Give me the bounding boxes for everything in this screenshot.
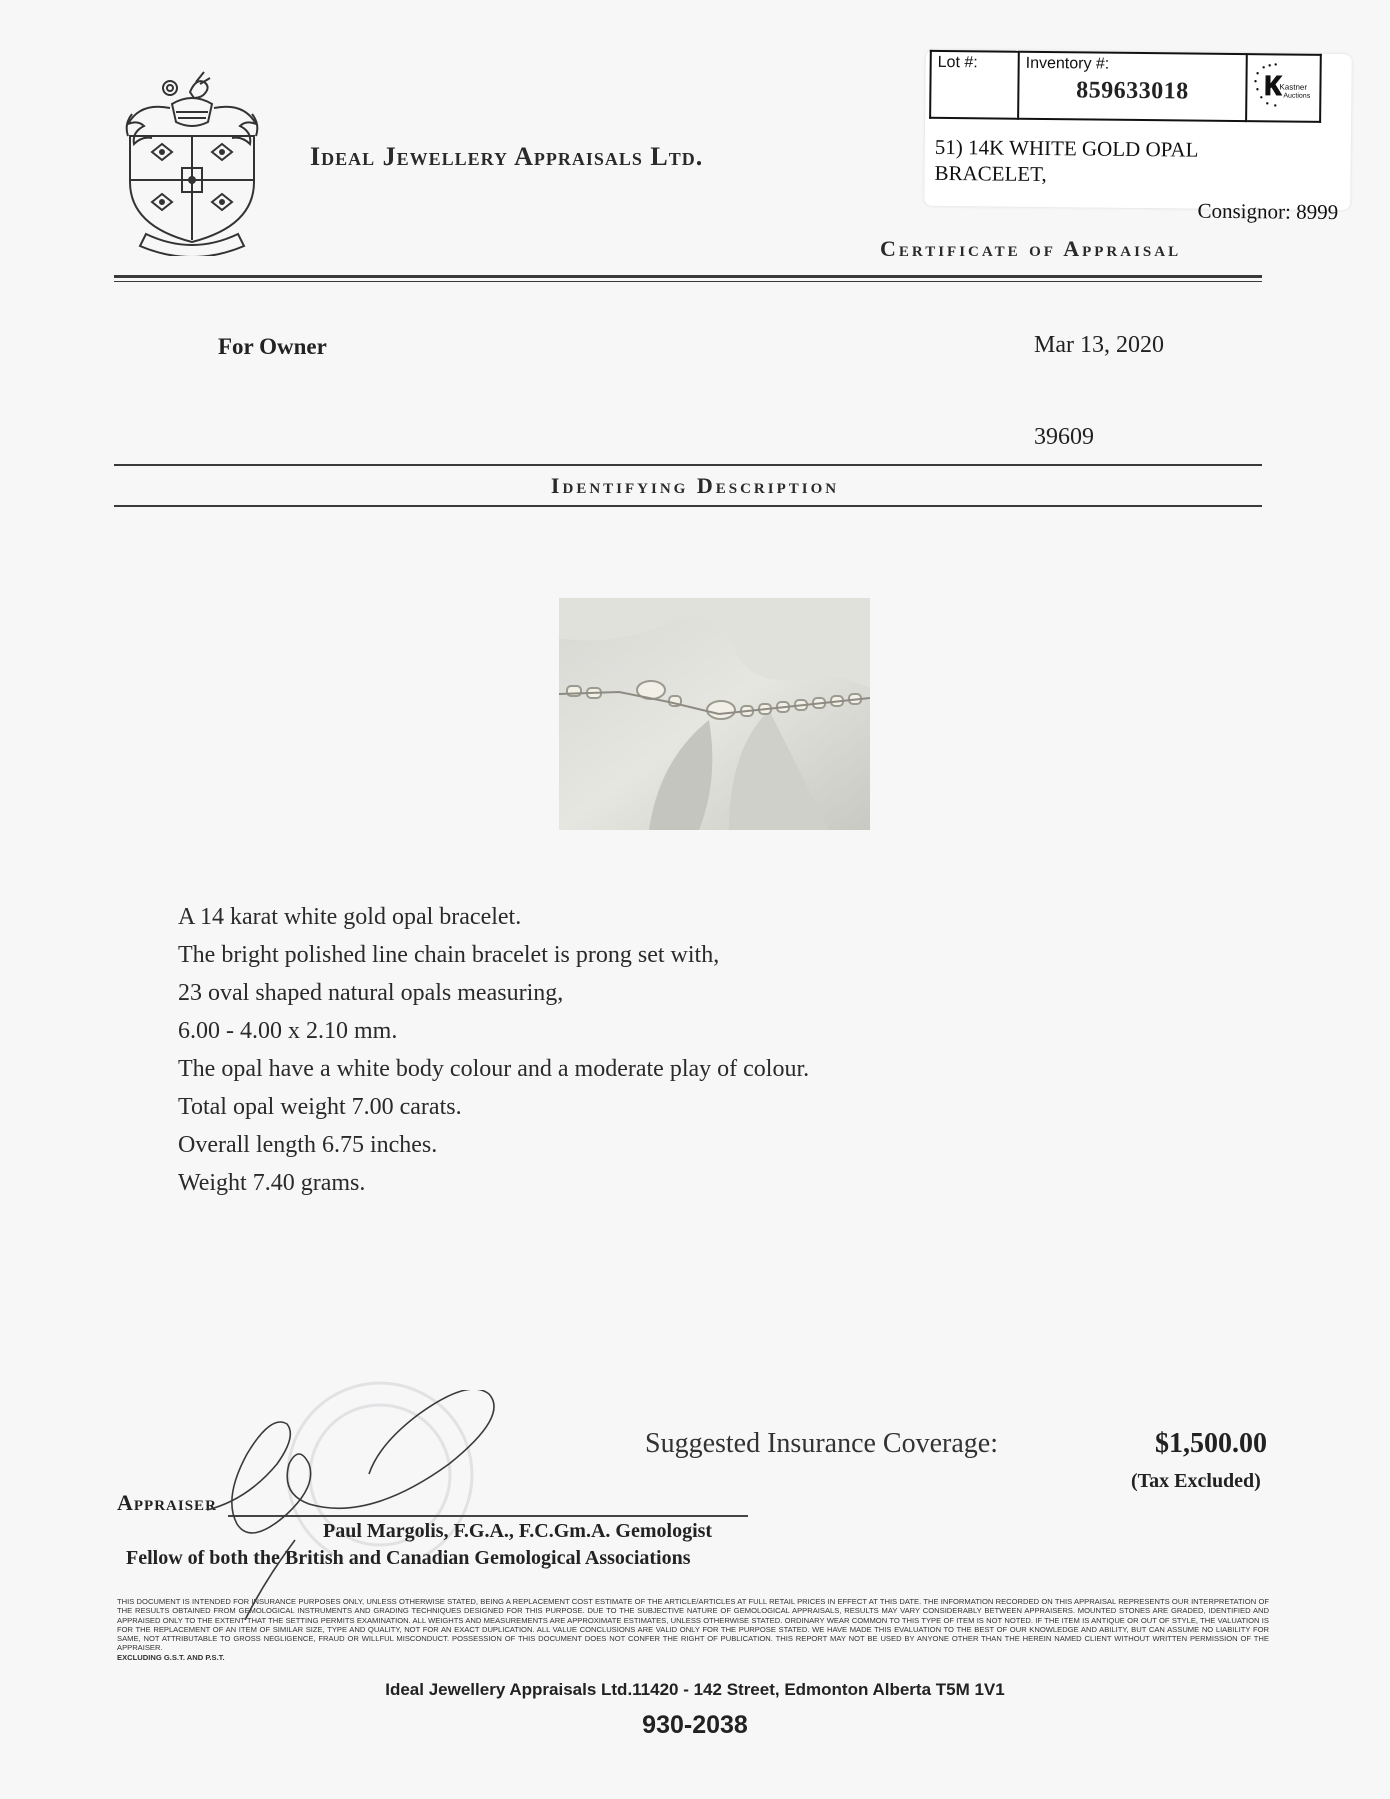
certificate-title: Certificate of Appraisal	[880, 236, 1182, 261]
section-rule-top	[114, 464, 1262, 466]
appraisal-date: Mar 13, 2020	[1034, 332, 1164, 358]
inventory-cell	[1018, 52, 1247, 121]
company-name: Ideal Jewellery Appraisals Ltd.	[310, 142, 704, 171]
auction-label-table	[929, 50, 1322, 123]
description-line: 23 oval shaped natural opals measuring,	[178, 980, 564, 1006]
logo-cell	[1246, 54, 1321, 122]
description-line: Overall length 6.75 inches.	[178, 1132, 438, 1158]
logo-text-top: Kastner	[1279, 82, 1308, 92]
tax-note: (Tax Excluded)	[1131, 1470, 1261, 1492]
disclaimer-tax-line: EXCLUDING G.S.T. AND P.S.T.	[117, 1652, 225, 1662]
footer-address: Ideal Jewellery Appraisals Ltd.11420 - 142 Street, Edmonton Alberta T5M 1V1	[385, 1680, 1005, 1699]
lot-label: Lot #:	[937, 53, 978, 72]
disclaimer	[117, 1597, 1269, 1662]
appraiser-signature	[205, 1390, 535, 1620]
footer-phone: 930-2038	[642, 1711, 748, 1739]
description-line: 6.00 - 4.00 x 2.10 mm.	[178, 1018, 398, 1044]
coat-of-arms-icon	[112, 64, 272, 256]
consignor-number: Consignor: 8999	[1197, 198, 1339, 225]
appraiser-fellowship: Fellow of both the British and Canadian Gemological Associations	[126, 1547, 691, 1569]
reference-number: 39609	[1034, 424, 1094, 450]
auction-item-description: 51) 14K WHITE GOLD OPAL BRACELET,	[934, 134, 1198, 187]
section-title: Identifying Description	[550, 473, 840, 498]
insurance-label: Suggested Insurance Coverage:	[645, 1428, 998, 1459]
appraiser-label: Appraiser	[117, 1490, 217, 1515]
item-description	[178, 898, 809, 1202]
inventory-number: 859633018	[1076, 77, 1189, 105]
description-line: Total opal weight 7.00 carats.	[178, 1094, 462, 1120]
description-line: Weight 7.40 grams.	[178, 1170, 366, 1196]
description-line: The opal have a white body colour and a moderate play of colour.	[178, 1056, 810, 1082]
disclaimer-text: THIS DOCUMENT IS INTENDED FOR INSURANCE PURPOSES ONLY, UNLESS OTHERWISE STATED, BEING A REPLACEMENT COST ESTIMATE OF THE ARTICLE/ARTICLES AT FULL RETAIL PRICES IN EFFECT AT THIS DATE. THE INFORMATION RECORDED ON THIS APPRAISAL REPRESENTS OUR INTERPRETATION OF THE RESULTS OBTAINED FROM GEMOLOGICAL INSTRUMENTS AND GRADING TECHNIQUES DESIGNED FOR THIS PURPOSE. DUE TO THE SUBJECTIVE NATURE OF GEMOLOGICAL APPRAISALS, RESULTS MAY VARY CONSIDERABLY BETWEEN APPRAISERS. MOUNTED STONES ARE GRADED, IDENTIFIED AND APPRAISED ONLY TO THE EXTENT THAT THE SETTING PERMITS EXAMINATION. ALL WEIGHTS AND MEASUREMENTS ARE APPROXIMATE ESTIMATES, UNLESS OTHERWISE STATED. ORDINARY WEAR COMMON TO THIS TYPE OF ITEM IS NOT NOTED. IF THE ITEM IS ANTIQUE OR OUT OF STYLE, THE VALUATION IS FOR THE REPLACEMENT OF AN ITEM OF SIMILAR SIZE, TYPE AND QUALITY, NOT FOR AN EXACT DUPLICATION. ALL VALUE CONCLUSIONS ARE VALID ONLY FOR THE PURPOSE STATED. WE HAVE MADE THIS EVALUATION TO THE BEST OF OUR KNOWLEDGE AND ABILITY, BUT CAN ASSUME NO LIABILITY FOR SAME, NOT ATTRIBUTABLE TO GROSS NEGLIGENCE, FRAUD OR WILLFUL MISCONDUCT. POSSESSION OF THIS DOCUMENT DOES NOT CONFER THE RIGHT OF PUBLICATION. THIS REPORT MAY NOT BE USED BY ANYONE OTHER THAN THE HEREIN NAMED CLIENT WITHOUT WRITTEN PERMISSION OF THE APPRAISER.	[117, 1597, 1269, 1653]
auction-label	[924, 50, 1352, 225]
logo-text-bottom: Auctions	[1283, 92, 1311, 100]
inventory-label: Inventory #:	[1025, 54, 1110, 73]
kastner-auctions-logo	[1249, 59, 1312, 112]
header-rule-thin	[114, 281, 1262, 282]
section-rule-bottom	[114, 505, 1262, 507]
description-line: A 14 karat white gold opal bracelet.	[178, 904, 522, 930]
appraiser-name: Paul Margolis, F.G.A., F.C.Gm.A. Gemologist	[323, 1520, 713, 1542]
owner-label: For Owner	[218, 334, 327, 359]
description-line: The bright polished line chain bracelet is prong set with,	[178, 942, 720, 968]
lot-cell	[930, 51, 1019, 119]
bracelet-photo	[559, 598, 870, 830]
header-rule	[114, 275, 1262, 278]
insurance-amount: $1,500.00	[1155, 1428, 1267, 1459]
